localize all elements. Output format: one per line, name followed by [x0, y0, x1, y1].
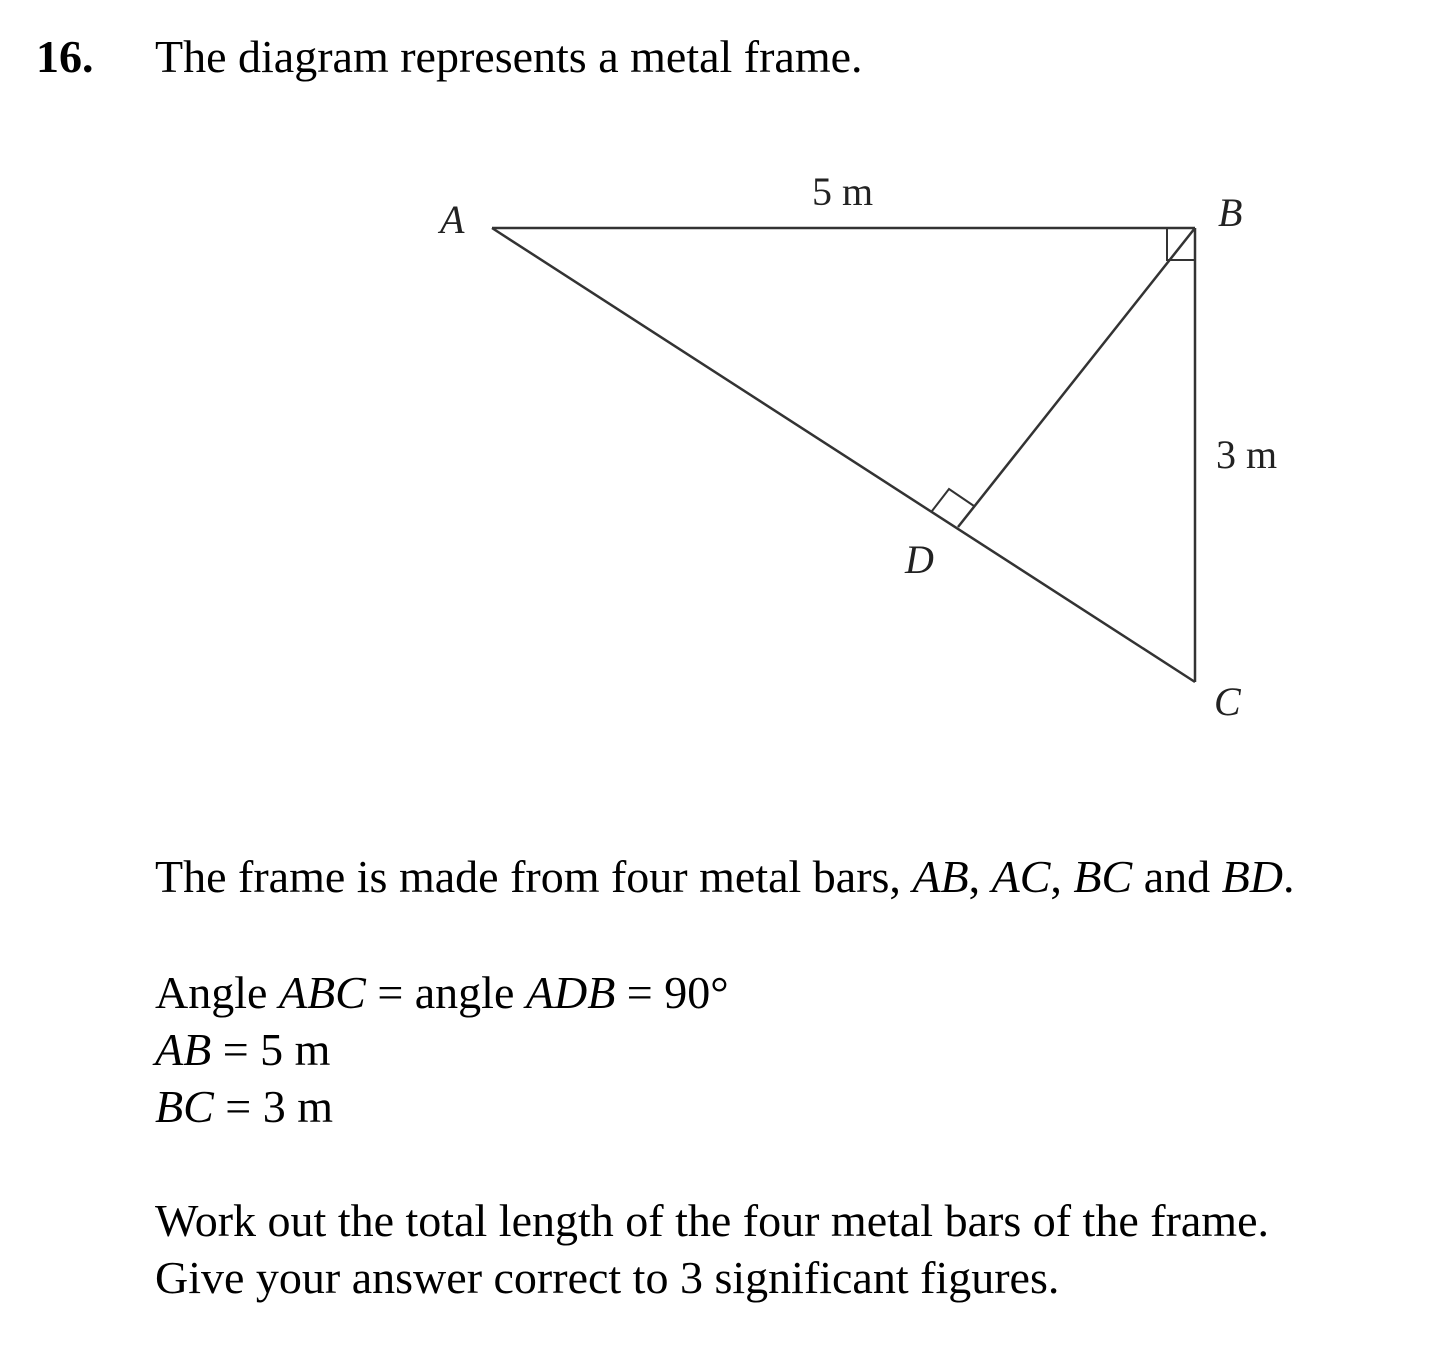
angle-statement: Angle ABC = angle ADB = 90°: [155, 967, 729, 1018]
task-instructions: [155, 1192, 1269, 1306]
question-title: The diagram represents a metal frame.: [155, 31, 863, 82]
bar-name: BC: [1073, 851, 1133, 902]
label-point-d: D: [905, 537, 934, 582]
bar-name: BD: [1221, 851, 1283, 902]
bc-statement: BC = 3 m: [155, 1081, 334, 1132]
right-angle-mark-d: [932, 489, 974, 511]
label-length-ab: 5 m: [812, 169, 874, 214]
given-facts: [155, 964, 729, 1135]
task-line: Give your answer correct to 3 significant figures.: [155, 1252, 1060, 1303]
question-number: 16.: [36, 31, 94, 82]
ab-statement: AB = 5 m: [155, 1024, 331, 1075]
label-point-a: A: [440, 197, 465, 242]
bar-name: AC: [991, 851, 1051, 902]
bar-bd: [958, 228, 1195, 527]
bar-name: AB: [912, 851, 969, 902]
task-line: Work out the total length of the four metal bars of the frame.: [155, 1195, 1269, 1246]
bar-ac: [492, 228, 1195, 682]
bars-sentence: The frame is made from four metal bars, AB, AC, BC and BD.: [155, 851, 1295, 902]
label-length-bc: 3 m: [1216, 432, 1278, 477]
label-point-c: C: [1214, 679, 1241, 724]
label-point-b: B: [1218, 190, 1243, 235]
